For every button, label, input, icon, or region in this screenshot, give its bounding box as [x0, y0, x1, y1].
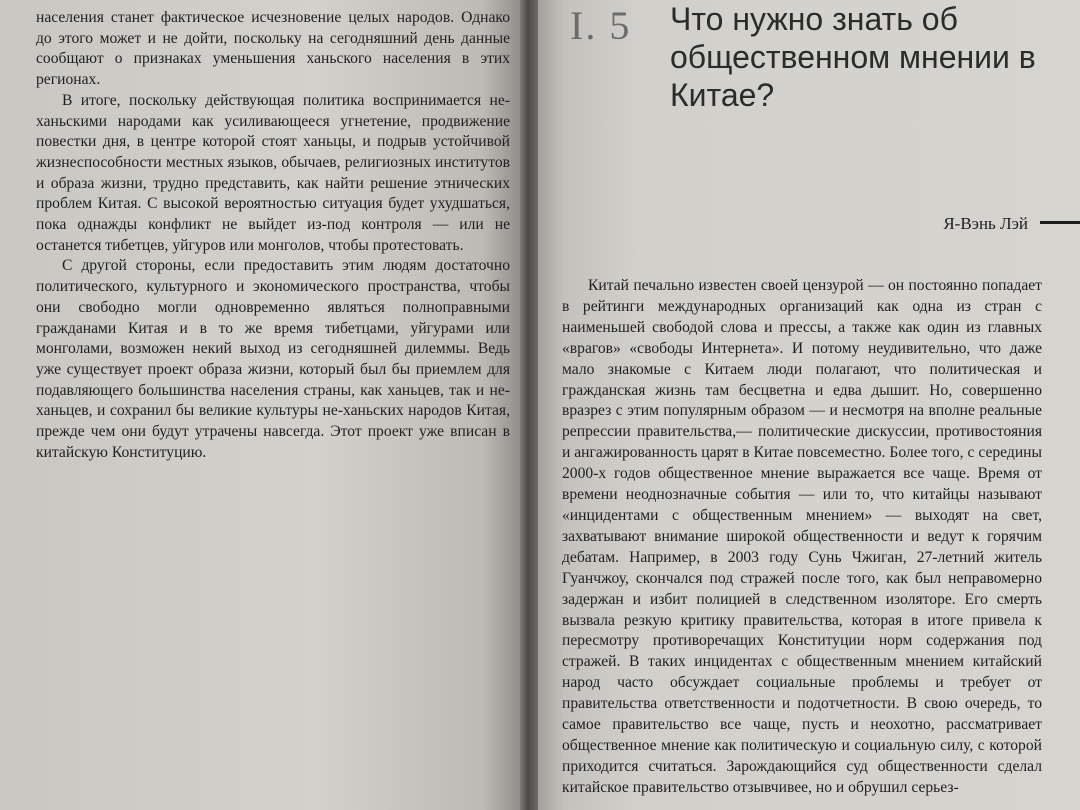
left-paragraph-3: С другой стороны, если предоставить этим людям достаточно политического, культурного и экономического пространства, чтобы они свободно могли одновременно являться полноправными гражданами Китая и в то же время тибетцами, уйгурами или монголами, возможен некий выход из сегодняшней дилеммы. Ведь уже существует проект образа жизни, который был бы приемлем для подавляющего большинства населения страны, как ханьцев, так и не-ханьцев, и сохранил бы великие культуры не-ханьских народов Китая, прежде чем они будут утрачены навсегда. Этот проект уже вписан в китайскую Конституцию. [36, 257, 510, 461]
author-rule [1040, 221, 1080, 224]
right-page-body [562, 276, 1042, 799]
chapter-number: I. 5 [570, 3, 632, 48]
chapter-title: Что нужно знать об общественном мнении в Китае? [670, 1, 1036, 113]
left-page [0, 0, 525, 810]
left-paragraph-1: населения станет фактическое исчезновение целых народов. Однако до этого может и не дойти, поскольку на сегодняшний день данные сообщают о признаках уменьшения ханьского населения в этих регионах. [36, 9, 510, 89]
chapter-author: Я-Вэнь Лэй [943, 214, 1028, 233]
right-paragraph-1: Китай печально известен своей цензурой — он постоянно попадает в рейтинги международных организаций как одна из стран с наименьшей свободой слова и прессы, а также как один из главных «врагов» «свободы Интернета». И потому неудивительно, что даже мало знакомые с Китаем люди полагают, что политическая и гражданская жизнь там бесцветна и едва дышит. Но, совершенно вразрез с этим популярным образом — и несмотря на вполне реальные репрессии правительства,— политические дискуссии, противостояния и ангажированность царят в Китае повсеместно. Более того, с середины 2000-х годов общественное мнение выражается все чаще. Время от времени неоднозначные события — или то, что китайцы называют «инцидентами с общественным мнением» — выходят на свет, захватывают внимание широкой общественности и ведут к горячим дебатам. Например, в 2003 году Сунь Чжиган, 27-летний житель Гуанчжоу, скончался под стражей после того, как был неправомерно задержан и избит полицией в следственном изоляторе. Его смерть вызвала резкую критику правительства, которая в итоге привела к пересмотру противоречащих Конституции норм содержания под стражей. В таких инцидентах с общественным мнением китайский народ часто обсуждает социальные проблемы и требует от правительства ответственности и подотчетности. В свою очередь, то самое правительство все чаще, пусть и неохотно, рассматривает общественное мнение как политическую и социальную силу, с которой приходится считаться. Зарождающийся суд общественности сделал китайское правительство отзывчивее, но и обрушил серьез- [562, 277, 1042, 796]
left-page-body [36, 8, 510, 463]
book-gutter [520, 0, 538, 810]
left-paragraph-2: В итоге, поскольку действующая политика воспринимается не-ханьскими народами как усиливающееся угнетение, продвижение повестки дня, в центре которой стоят ханьцы, и подрыв устойчивой жизнеспособности местных языков, обычаев, религиозных институтов и образа жизни, трудно представить, как найти решение этнических проблем Китая. С высокой вероятностью ситуация будет ухудшаться, пока однажды конфликт не выйдет из-под контроля — или не останется тибетцев, уйгуров или монголов, чтобы протестовать. [36, 91, 510, 254]
right-page [532, 0, 1080, 810]
